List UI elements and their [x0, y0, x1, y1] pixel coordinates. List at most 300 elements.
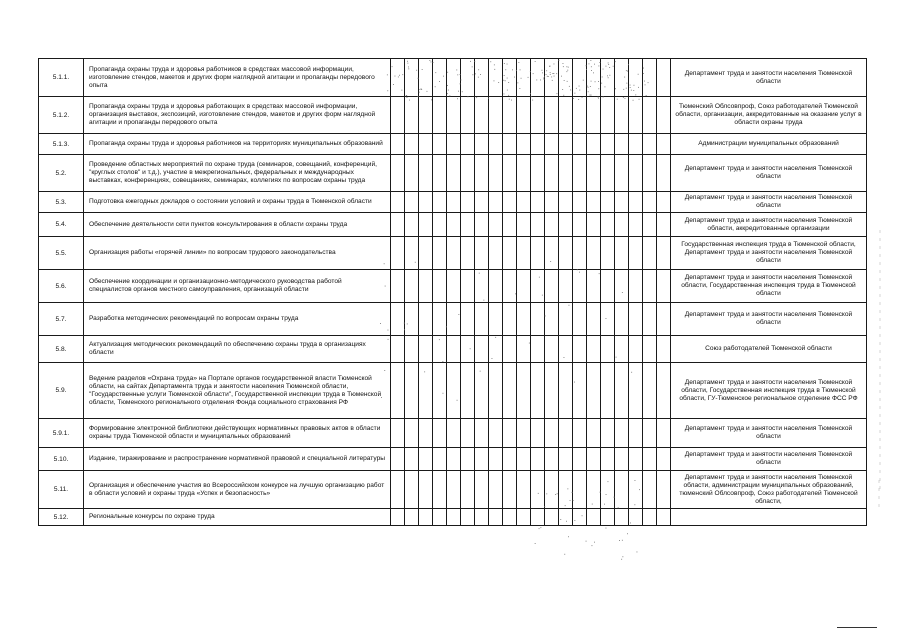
schedule-cell: [461, 237, 475, 270]
schedule-cell: [657, 471, 671, 509]
schedule-cell: [573, 448, 587, 471]
schedule-cell: [559, 192, 573, 213]
schedule-cell: [657, 509, 671, 526]
item-number: 5.3.: [39, 192, 84, 213]
schedule-cell: [559, 509, 573, 526]
schedule-cell: [517, 270, 531, 303]
schedule-cell: [391, 419, 405, 448]
schedule-cell: [587, 192, 601, 213]
schedule-cell: [587, 59, 601, 97]
schedule-cell: [629, 237, 643, 270]
schedule-cell: [447, 270, 461, 303]
table-row: [39, 192, 867, 213]
schedule-cell: [573, 155, 587, 192]
responsible-party: Департамент труда и занятости населения Тюменской области, Государственная инспекция труда в Тюменской области: [671, 270, 867, 303]
schedule-cell: [601, 213, 615, 237]
scan-speck: [592, 545, 593, 546]
schedule-cell: [643, 192, 657, 213]
table-row: [39, 59, 867, 97]
schedule-cell: [447, 363, 461, 419]
schedule-cell: [531, 336, 545, 363]
schedule-cell: [447, 448, 461, 471]
schedule-cell: [391, 363, 405, 419]
schedule-cell: [391, 270, 405, 303]
schedule-cell: [475, 155, 489, 192]
schedule-cell: [601, 155, 615, 192]
responsible-party: Государственная инспекция труда в Тюменской области, Департамент труда и занятости населения Тюменской области: [671, 237, 867, 270]
schedule-cell: [629, 155, 643, 192]
schedule-cell: [657, 59, 671, 97]
schedule-cell: [587, 336, 601, 363]
responsible-party: Департамент труда и занятости населения Тюменской области, аккредитованные организации: [671, 213, 867, 237]
item-number: 5.1.2.: [39, 97, 84, 134]
schedule-cell: [545, 97, 559, 134]
schedule-cell: [587, 155, 601, 192]
schedule-cell: [475, 192, 489, 213]
schedule-cell: [587, 448, 601, 471]
schedule-cell: [433, 97, 447, 134]
activity-description: Пропаганда охраны труда и здоровья работников в средствах массовой информации, изготовление стендов, макетов и других форм наглядной агитации и пропаганды передового опыта: [84, 59, 391, 97]
schedule-cell: [475, 419, 489, 448]
schedule-cell: [545, 336, 559, 363]
schedule-cell: [391, 448, 405, 471]
table-body: [39, 59, 867, 526]
schedule-cell: [419, 213, 433, 237]
item-number: 5.8.: [39, 336, 84, 363]
schedule-cell: [419, 303, 433, 336]
schedule-cell: [475, 448, 489, 471]
schedule-cell: [643, 509, 657, 526]
schedule-cell: [475, 509, 489, 526]
item-number: 5.11.: [39, 471, 84, 509]
schedule-cell: [461, 448, 475, 471]
schedule-cell: [601, 336, 615, 363]
schedule-cell: [573, 336, 587, 363]
schedule-cell: [615, 363, 629, 419]
scan-speck: [621, 559, 622, 560]
schedule-cell: [643, 213, 657, 237]
schedule-cell: [489, 155, 503, 192]
schedule-cell: [587, 97, 601, 134]
scan-speck: [594, 542, 595, 543]
schedule-cell: [531, 270, 545, 303]
schedule-cell: [489, 509, 503, 526]
table-row: [39, 448, 867, 471]
schedule-cell: [601, 134, 615, 155]
schedule-cell: [503, 59, 517, 97]
schedule-cell: [643, 336, 657, 363]
activity-description: Формирование электронной библиотеки действующих нормативных правовых актов в области охраны труда Тюменской области и муниципальных образований: [84, 419, 391, 448]
schedule-cell: [657, 270, 671, 303]
schedule-cell: [657, 303, 671, 336]
schedule-cell: [657, 336, 671, 363]
schedule-cell: [447, 336, 461, 363]
schedule-cell: [461, 363, 475, 419]
schedule-cell: [433, 448, 447, 471]
schedule-cell: [615, 303, 629, 336]
schedule-cell: [391, 192, 405, 213]
schedule-cell: [391, 336, 405, 363]
schedule-cell: [447, 134, 461, 155]
schedule-cell: [629, 336, 643, 363]
table-row: [39, 155, 867, 192]
schedule-cell: [503, 213, 517, 237]
schedule-cell: [587, 303, 601, 336]
schedule-cell: [643, 270, 657, 303]
schedule-cell: [559, 213, 573, 237]
schedule-cell: [517, 134, 531, 155]
schedule-cell: [391, 213, 405, 237]
schedule-cell: [601, 270, 615, 303]
responsible-party: [671, 509, 867, 526]
schedule-cell: [475, 237, 489, 270]
schedule-cell: [587, 270, 601, 303]
schedule-cell: [573, 237, 587, 270]
schedule-cell: [461, 134, 475, 155]
schedule-cell: [601, 237, 615, 270]
schedule-cell: [545, 59, 559, 97]
activity-description: Подготовка ежегодных докладов о состоянии условий и охраны труда в Тюменской области: [84, 192, 391, 213]
schedule-cell: [419, 419, 433, 448]
schedule-cell: [447, 237, 461, 270]
scan-speck: [619, 540, 620, 541]
item-number: 5.12.: [39, 509, 84, 526]
schedule-cell: [629, 471, 643, 509]
item-number: 5.9.: [39, 363, 84, 419]
schedule-cell: [433, 471, 447, 509]
schedule-cell: [391, 155, 405, 192]
schedule-cell: [643, 237, 657, 270]
schedule-cell: [461, 509, 475, 526]
schedule-cell: [559, 448, 573, 471]
schedule-cell: [531, 192, 545, 213]
schedule-cell: [587, 213, 601, 237]
schedule-cell: [461, 192, 475, 213]
schedule-cell: [615, 134, 629, 155]
schedule-cell: [559, 155, 573, 192]
schedule-cell: [419, 509, 433, 526]
table-row: [39, 97, 867, 134]
schedule-cell: [503, 471, 517, 509]
schedule-cell: [531, 237, 545, 270]
schedule-cell: [629, 97, 643, 134]
schedule-cell: [489, 336, 503, 363]
schedule-cell: [531, 509, 545, 526]
activity-description: Организация работы «горячей линии» по вопросам трудового законодательства: [84, 237, 391, 270]
responsible-party: Департамент труда и занятости населения Тюменской области, Государственная инспекция труда в Тюменской области, ГУ-Тюменское региональное отделение ФСС РФ: [671, 363, 867, 419]
schedule-cell: [545, 509, 559, 526]
schedule-cell: [615, 97, 629, 134]
schedule-cell: [629, 448, 643, 471]
schedule-cell: [433, 303, 447, 336]
schedule-cell: [391, 509, 405, 526]
schedule-cell: [545, 134, 559, 155]
schedule-cell: [475, 59, 489, 97]
schedule-cell: [587, 471, 601, 509]
schedule-cell: [517, 192, 531, 213]
schedule-cell: [503, 237, 517, 270]
table-row: [39, 270, 867, 303]
schedule-cell: [461, 270, 475, 303]
schedule-cell: [531, 134, 545, 155]
schedule-cell: [531, 155, 545, 192]
schedule-cell: [461, 213, 475, 237]
schedule-cell: [503, 448, 517, 471]
schedule-cell: [475, 303, 489, 336]
schedule-cell: [657, 363, 671, 419]
schedule-cell: [545, 213, 559, 237]
schedule-cell: [657, 155, 671, 192]
schedule-cell: [629, 509, 643, 526]
schedule-cell: [503, 97, 517, 134]
schedule-cell: [657, 213, 671, 237]
schedule-cell: [405, 237, 419, 270]
responsible-party: Департамент труда и занятости населения Тюменской области: [671, 419, 867, 448]
responsible-party: Департамент труда и занятости населения Тюменской области, администрации муниципальных образований, тюменский Облсовпроф, Союз работодателей Тюменской области,: [671, 471, 867, 509]
schedule-cell: [559, 419, 573, 448]
schedule-cell: [643, 363, 657, 419]
activity-description: Ведение разделов «Охрана труда» на Портале органов государственной власти Тюменской области, на сайтах Департамента труда и занятости населения Тюменской области, "Государственные услуги Тюменской области", Государственной инспекции труда в Тюменской области, Тюменского регионального отделения Фонда социального страхования РФ: [84, 363, 391, 419]
table-row: [39, 134, 867, 155]
schedule-cell: [433, 59, 447, 97]
schedule-cell: [489, 134, 503, 155]
schedule-cell: [405, 303, 419, 336]
item-number: 5.4.: [39, 213, 84, 237]
schedule-cell: [517, 509, 531, 526]
scan-speck: [586, 541, 587, 542]
schedule-cell: [629, 134, 643, 155]
schedule-cell: [489, 192, 503, 213]
schedule-cell: [601, 448, 615, 471]
schedule-cell: [503, 192, 517, 213]
schedule-cell: [503, 336, 517, 363]
schedule-cell: [419, 448, 433, 471]
schedule-cell: [405, 59, 419, 97]
schedule-cell: [475, 213, 489, 237]
responsible-party: Департамент труда и занятости населения Тюменской области: [671, 59, 867, 97]
schedule-cell: [643, 303, 657, 336]
schedule-cell: [391, 237, 405, 270]
schedule-cell: [615, 237, 629, 270]
schedule-cell: [573, 419, 587, 448]
schedule-cell: [517, 155, 531, 192]
schedule-cell: [601, 419, 615, 448]
table-row: [39, 303, 867, 336]
schedule-cell: [629, 192, 643, 213]
schedule-cell: [531, 213, 545, 237]
schedule-cell: [601, 363, 615, 419]
schedule-cell: [531, 59, 545, 97]
activity-description: Обеспечение координации и организационно-методического руководства работой специалистов органов местного самоуправления, организаций области: [84, 270, 391, 303]
schedule-cell: [657, 97, 671, 134]
schedule-cell: [405, 363, 419, 419]
schedule-cell: [447, 471, 461, 509]
schedule-cell: [643, 155, 657, 192]
schedule-cell: [643, 471, 657, 509]
schedule-cell: [601, 509, 615, 526]
schedule-cell: [461, 336, 475, 363]
schedule-cell: [587, 363, 601, 419]
schedule-cell: [615, 270, 629, 303]
schedule-cell: [601, 303, 615, 336]
schedule-cell: [615, 336, 629, 363]
schedule-cell: [461, 471, 475, 509]
item-number: 5.7.: [39, 303, 84, 336]
schedule-cell: [657, 192, 671, 213]
schedule-cell: [629, 419, 643, 448]
schedule-cell: [573, 97, 587, 134]
schedule-cell: [433, 419, 447, 448]
schedule-cell: [447, 192, 461, 213]
schedule-cell: [615, 192, 629, 213]
scan-speck: [606, 528, 607, 529]
table-row: [39, 509, 867, 526]
responsible-party: Департамент труда и занятости населения Тюменской области: [671, 303, 867, 336]
schedule-cell: [461, 59, 475, 97]
schedule-cell: [587, 237, 601, 270]
schedule-cell: [433, 192, 447, 213]
schedule-cell: [657, 237, 671, 270]
activity-description: Проведение областных мероприятий по охране труда (семинаров, совещаний, конференций, "круглых столов" и т.д.), участие в межрегиональных, федеральных и международных выставках, конференциях, совещаниях, семинарах, коллегиях по вопросам охраны труда: [84, 155, 391, 192]
scan-speck: [564, 554, 565, 555]
schedule-cell: [447, 303, 461, 336]
schedule-cell: [629, 213, 643, 237]
page-edge-mark: [837, 627, 877, 628]
schedule-cell: [447, 213, 461, 237]
schedule-cell: [517, 448, 531, 471]
schedule-cell: [405, 97, 419, 134]
responsible-party: Администрации муниципальных образований: [671, 134, 867, 155]
schedule-cell: [545, 192, 559, 213]
schedule-cell: [615, 448, 629, 471]
schedule-cell: [615, 419, 629, 448]
schedule-cell: [587, 134, 601, 155]
schedule-cell: [475, 270, 489, 303]
schedule-cell: [517, 303, 531, 336]
schedule-cell: [643, 59, 657, 97]
schedule-cell: [405, 134, 419, 155]
schedule-cell: [461, 155, 475, 192]
schedule-cell: [419, 97, 433, 134]
schedule-cell: [489, 97, 503, 134]
schedule-cell: [601, 59, 615, 97]
schedule-cell: [601, 192, 615, 213]
activity-description: Издание, тиражирование и распространение нормативной правовой и специальной литературы: [84, 448, 391, 471]
activity-description: Организация и обеспечение участия во Всероссийском конкурсе на лучшую организацию работ в области условий и охраны труда «Успех и безопасность»: [84, 471, 391, 509]
schedule-cell: [419, 155, 433, 192]
table-row: [39, 419, 867, 448]
schedule-cell: [545, 363, 559, 419]
schedule-cell: [405, 192, 419, 213]
schedule-cell: [573, 363, 587, 419]
schedule-cell: [447, 419, 461, 448]
schedule-cell: [587, 509, 601, 526]
schedule-cell: [503, 270, 517, 303]
schedule-cell: [517, 471, 531, 509]
scan-speck: [622, 540, 623, 541]
item-number: 5.1.1.: [39, 59, 84, 97]
schedule-cell: [545, 270, 559, 303]
schedule-cell: [475, 134, 489, 155]
schedule-cell: [573, 192, 587, 213]
schedule-cell: [601, 97, 615, 134]
schedule-cell: [419, 59, 433, 97]
schedule-cell: [419, 471, 433, 509]
responsible-party: Департамент труда и занятости населения Тюменской области: [671, 155, 867, 192]
schedule-cell: [559, 59, 573, 97]
schedule-cell: [517, 237, 531, 270]
schedule-cell: [573, 59, 587, 97]
schedule-cell: [615, 59, 629, 97]
schedule-cell: [391, 97, 405, 134]
schedule-cell: [475, 97, 489, 134]
schedule-cell: [559, 363, 573, 419]
schedule-cell: [489, 471, 503, 509]
responsible-party: Департамент труда и занятости населения Тюменской области: [671, 192, 867, 213]
schedule-cell: [405, 213, 419, 237]
table-row: [39, 237, 867, 270]
schedule-cell: [545, 237, 559, 270]
schedule-cell: [405, 155, 419, 192]
schedule-cell: [419, 237, 433, 270]
schedule-cell: [489, 303, 503, 336]
schedule-cell: [573, 471, 587, 509]
schedule-cell: [559, 471, 573, 509]
schedule-cell: [433, 336, 447, 363]
item-number: 5.5.: [39, 237, 84, 270]
schedule-cell: [503, 134, 517, 155]
schedule-cell: [405, 509, 419, 526]
schedule-cell: [559, 336, 573, 363]
schedule-cell: [559, 134, 573, 155]
schedule-cell: [517, 419, 531, 448]
schedule-cell: [531, 448, 545, 471]
schedule-cell: [643, 134, 657, 155]
schedule-cell: [447, 97, 461, 134]
schedule-cell: [433, 213, 447, 237]
schedule-cell: [503, 303, 517, 336]
schedule-cell: [559, 303, 573, 336]
schedule-cell: [503, 509, 517, 526]
item-number: 5.9.1.: [39, 419, 84, 448]
schedule-cell: [447, 155, 461, 192]
schedule-cell: [629, 270, 643, 303]
schedule-cell: [489, 237, 503, 270]
schedule-cell: [643, 448, 657, 471]
schedule-cell: [503, 155, 517, 192]
schedule-cell: [657, 448, 671, 471]
responsible-party: Союз работодателей Тюменской области: [671, 336, 867, 363]
item-number: 5.6.: [39, 270, 84, 303]
schedule-cell: [545, 303, 559, 336]
schedule-cell: [419, 336, 433, 363]
schedule-cell: [405, 471, 419, 509]
schedule-cell: [433, 134, 447, 155]
schedule-cell: [573, 509, 587, 526]
schedule-cell: [559, 237, 573, 270]
schedule-cell: [629, 363, 643, 419]
schedule-cell: [657, 419, 671, 448]
schedule-cell: [489, 59, 503, 97]
schedule-cell: [573, 303, 587, 336]
schedule-cell: [657, 134, 671, 155]
schedule-cell: [573, 213, 587, 237]
schedule-cell: [517, 336, 531, 363]
schedule-cell: [545, 155, 559, 192]
item-number: 5.10.: [39, 448, 84, 471]
schedule-cell: [615, 509, 629, 526]
schedule-cell: [559, 270, 573, 303]
